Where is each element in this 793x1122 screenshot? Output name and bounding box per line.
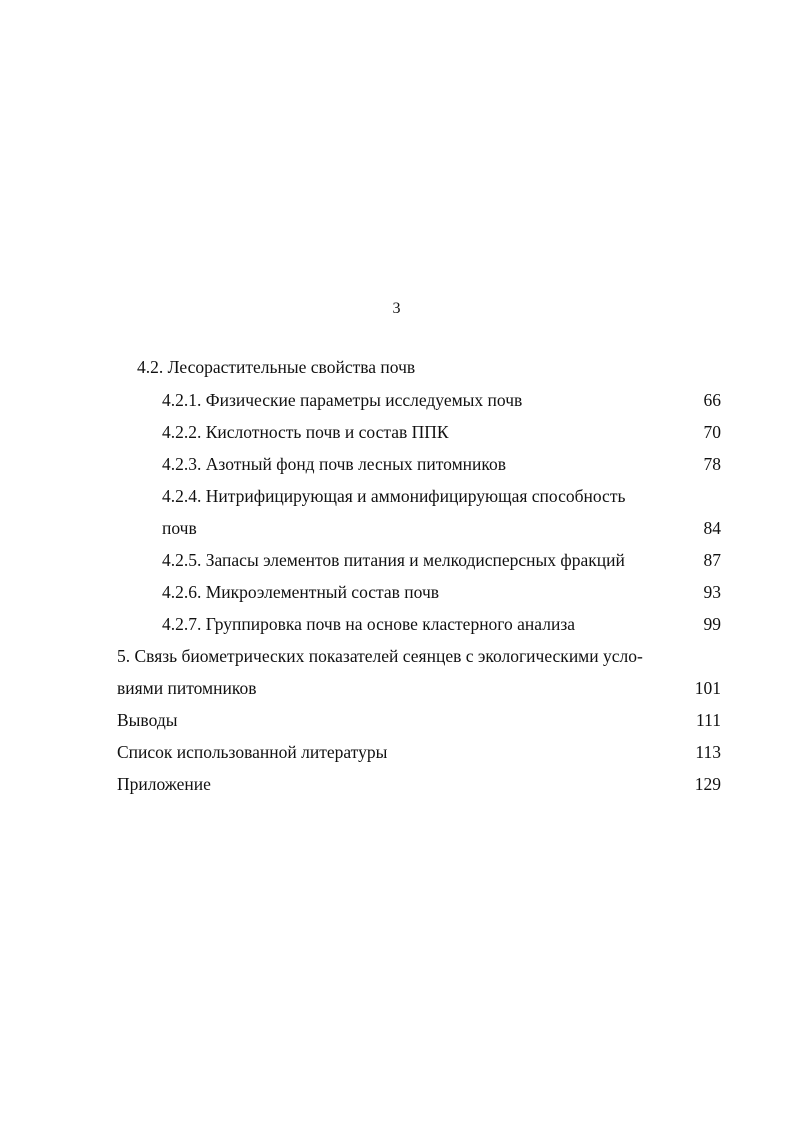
toc-entry-4-2-4-line2: почв bbox=[162, 518, 197, 538]
toc-entry-4-2-7: 4.2.7. Группировка почв на основе кластерного анализа bbox=[162, 614, 576, 634]
toc-entry-4-2: 4.2. Лесорастительные свойства почв bbox=[137, 357, 416, 377]
toc-entry-5-line2: виями питомников bbox=[117, 678, 257, 698]
toc-entry-references: Список использованной литературы bbox=[117, 742, 388, 762]
toc-page-4-2-1: 66 bbox=[703, 390, 721, 410]
toc-entry-appendix: Приложение bbox=[117, 774, 211, 794]
toc-page-4-2-3: 78 bbox=[703, 454, 721, 474]
toc-entry-4-2-4-line1: 4.2.4. Нитрифицирующая и аммонифицирующая способность bbox=[162, 486, 626, 506]
toc-page-appendix: 129 bbox=[694, 774, 721, 794]
toc-page-4-2-7: 99 bbox=[703, 614, 721, 634]
toc-page-4-2-2: 70 bbox=[703, 422, 721, 442]
toc-entry-4-2-1: 4.2.1. Физические параметры исследуемых почв bbox=[162, 390, 523, 410]
toc-entry-5-line1: 5. Связь биометрических показателей сеянцев с экологическими усло- bbox=[117, 646, 643, 666]
toc-page-4-2-4: 84 bbox=[703, 518, 721, 538]
toc-page-5: 101 bbox=[694, 678, 721, 698]
toc-entry-4-2-2: 4.2.2. Кислотность почв и состав ППК bbox=[162, 422, 449, 442]
toc-entry-4-2-6: 4.2.6. Микроэлементный состав почв bbox=[162, 582, 440, 602]
page-number: 3 bbox=[392, 300, 401, 317]
toc-page-4-2-6: 93 bbox=[703, 582, 721, 602]
toc-entry-conclusions: Выводы bbox=[117, 710, 178, 730]
toc-entry-4-2-5: 4.2.5. Запасы элементов питания и мелкодисперсных фракций bbox=[162, 550, 625, 570]
toc-entry-4-2-3: 4.2.3. Азотный фонд почв лесных питомников bbox=[162, 454, 507, 474]
toc-page-references: 113 bbox=[695, 742, 721, 762]
toc-page-4-2-5: 87 bbox=[703, 550, 721, 570]
toc-page-conclusions: 111 bbox=[696, 710, 721, 730]
